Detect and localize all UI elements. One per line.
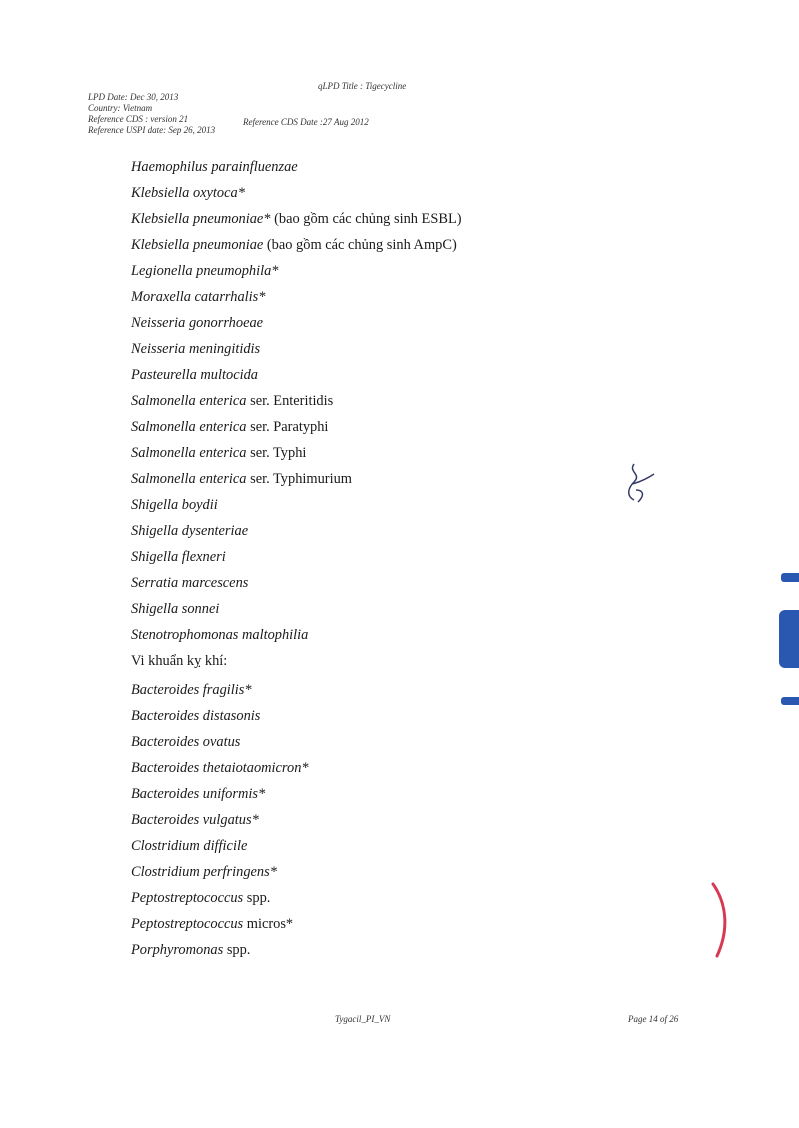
- red-stamp-edge-mark: [705, 880, 735, 960]
- organism-name: Bacteroides uniformis*: [131, 786, 266, 802]
- organism-item: [131, 733, 309, 759]
- organism-item: [131, 366, 462, 392]
- organism-name: Serratia marcescens: [131, 575, 249, 591]
- organism-qualifier: spp.: [243, 890, 271, 906]
- organism-item: [131, 811, 309, 837]
- organism-item: [131, 392, 462, 418]
- footer-file-name: Tygacil_PI_VN: [335, 1014, 391, 1024]
- organism-name: Bacteroides fragilis*: [131, 682, 252, 698]
- organism-qualifier: ser. Paratyphi: [246, 419, 329, 435]
- organism-name: Salmonella enterica: [131, 445, 247, 461]
- organism-item: [131, 785, 309, 811]
- organism-name: Bacteroides thetaiotaomicron*: [131, 760, 309, 776]
- organism-name: Peptostreptococcus: [131, 890, 244, 906]
- organism-item: [131, 444, 462, 470]
- handwritten-initial-mark: [620, 460, 660, 510]
- organism-item: [131, 184, 462, 210]
- organism-item: [131, 158, 462, 184]
- organism-name: Pasteurella multocida: [131, 367, 258, 383]
- anaerobic-section-label: Vi khuẩn kỵ khí:: [131, 653, 228, 669]
- organism-item: [131, 574, 462, 600]
- organism-name: Shigella boydii: [131, 497, 218, 513]
- reference-cds: Reference CDS : version 21: [88, 114, 189, 124]
- organism-qualifier: ser. Enteritidis: [246, 393, 334, 409]
- organism-name: Klebsiella pneumoniae*: [131, 211, 271, 227]
- organism-qualifier: (bao gồm các chủng sinh AmpC): [263, 237, 457, 253]
- organism-name: Shigella dysenteriae: [131, 523, 249, 539]
- blue-stamp-fragment-bottom: [781, 697, 799, 705]
- organism-name: Shigella flexneri: [131, 549, 226, 565]
- organism-item: [131, 626, 462, 652]
- organism-name: Haemophilus parainfluenzae: [131, 159, 298, 175]
- organism-name: Bacteroides vulgatus*: [131, 812, 259, 828]
- lpd-date: LPD Date: Dec 30, 2013: [88, 92, 179, 102]
- organism-qualifier: ser. Typhimurium: [246, 471, 352, 487]
- organism-name: Clostridium perfringens*: [131, 864, 277, 880]
- organism-name: Klebsiella pneumoniae: [131, 237, 264, 253]
- blue-stamp-fragment-top: [781, 573, 799, 582]
- organism-name: Bacteroides ovatus: [131, 734, 241, 750]
- aerobic-organism-list: [131, 158, 462, 652]
- reference-uspi: Reference USPI date: Sep 26, 2013: [88, 125, 216, 135]
- organism-item: [131, 837, 309, 863]
- organism-name: Legionella pneumophila*: [131, 263, 279, 279]
- organism-item: [131, 340, 462, 366]
- organism-name: Clostridium difficile: [131, 838, 248, 854]
- organism-qualifier: (bao gồm các chủng sinh ESBL): [270, 211, 462, 227]
- organism-name: Stenotrophomonas maltophilia: [131, 627, 309, 643]
- organism-item: [131, 915, 309, 941]
- organism-name: Neisseria gonorrhoeae: [131, 315, 264, 331]
- organism-name: Moraxella catarrhalis*: [131, 289, 266, 305]
- organism-item: [131, 470, 462, 496]
- organism-item: [131, 496, 462, 522]
- organism-name: Shigella sonnei: [131, 601, 220, 617]
- organism-name: Klebsiella oxytoca*: [131, 185, 245, 201]
- organism-item: [131, 288, 462, 314]
- organism-item: [131, 941, 309, 967]
- organism-qualifier: micros*: [243, 916, 294, 932]
- organism-qualifier: ser. Typhi: [246, 445, 307, 461]
- anaerobic-organism-list: [131, 681, 309, 967]
- organism-name: Salmonella enterica: [131, 419, 247, 435]
- header-meta: [88, 92, 215, 136]
- organism-name: Neisseria meningitidis: [131, 341, 261, 357]
- organism-name: Salmonella enterica: [131, 393, 247, 409]
- organism-item: [131, 262, 462, 288]
- blue-stamp-edge-mark: [779, 610, 799, 668]
- organism-item: [131, 681, 309, 707]
- organism-name: Porphyromonas: [131, 942, 224, 958]
- document-title: qLPD Title : Tigecycline: [318, 81, 407, 91]
- reference-cds-date: Reference CDS Date :27 Aug 2012: [243, 117, 369, 127]
- organism-item: [131, 707, 309, 733]
- organism-item: [131, 863, 309, 889]
- organism-item: [131, 210, 462, 236]
- organism-qualifier: spp.: [223, 942, 251, 958]
- organism-item: [131, 548, 462, 574]
- country: Country: Vietnam: [88, 103, 153, 113]
- footer-page-number: Page 14 of 26: [628, 1014, 679, 1024]
- organism-item: [131, 759, 309, 785]
- organism-item: [131, 889, 309, 915]
- organism-item: [131, 600, 462, 626]
- organism-name: Bacteroides distasonis: [131, 708, 261, 724]
- organism-item: [131, 236, 462, 262]
- organism-item: [131, 418, 462, 444]
- organism-item: [131, 522, 462, 548]
- organism-name: Salmonella enterica: [131, 471, 247, 487]
- organism-name: Peptostreptococcus: [131, 916, 244, 932]
- organism-item: [131, 314, 462, 340]
